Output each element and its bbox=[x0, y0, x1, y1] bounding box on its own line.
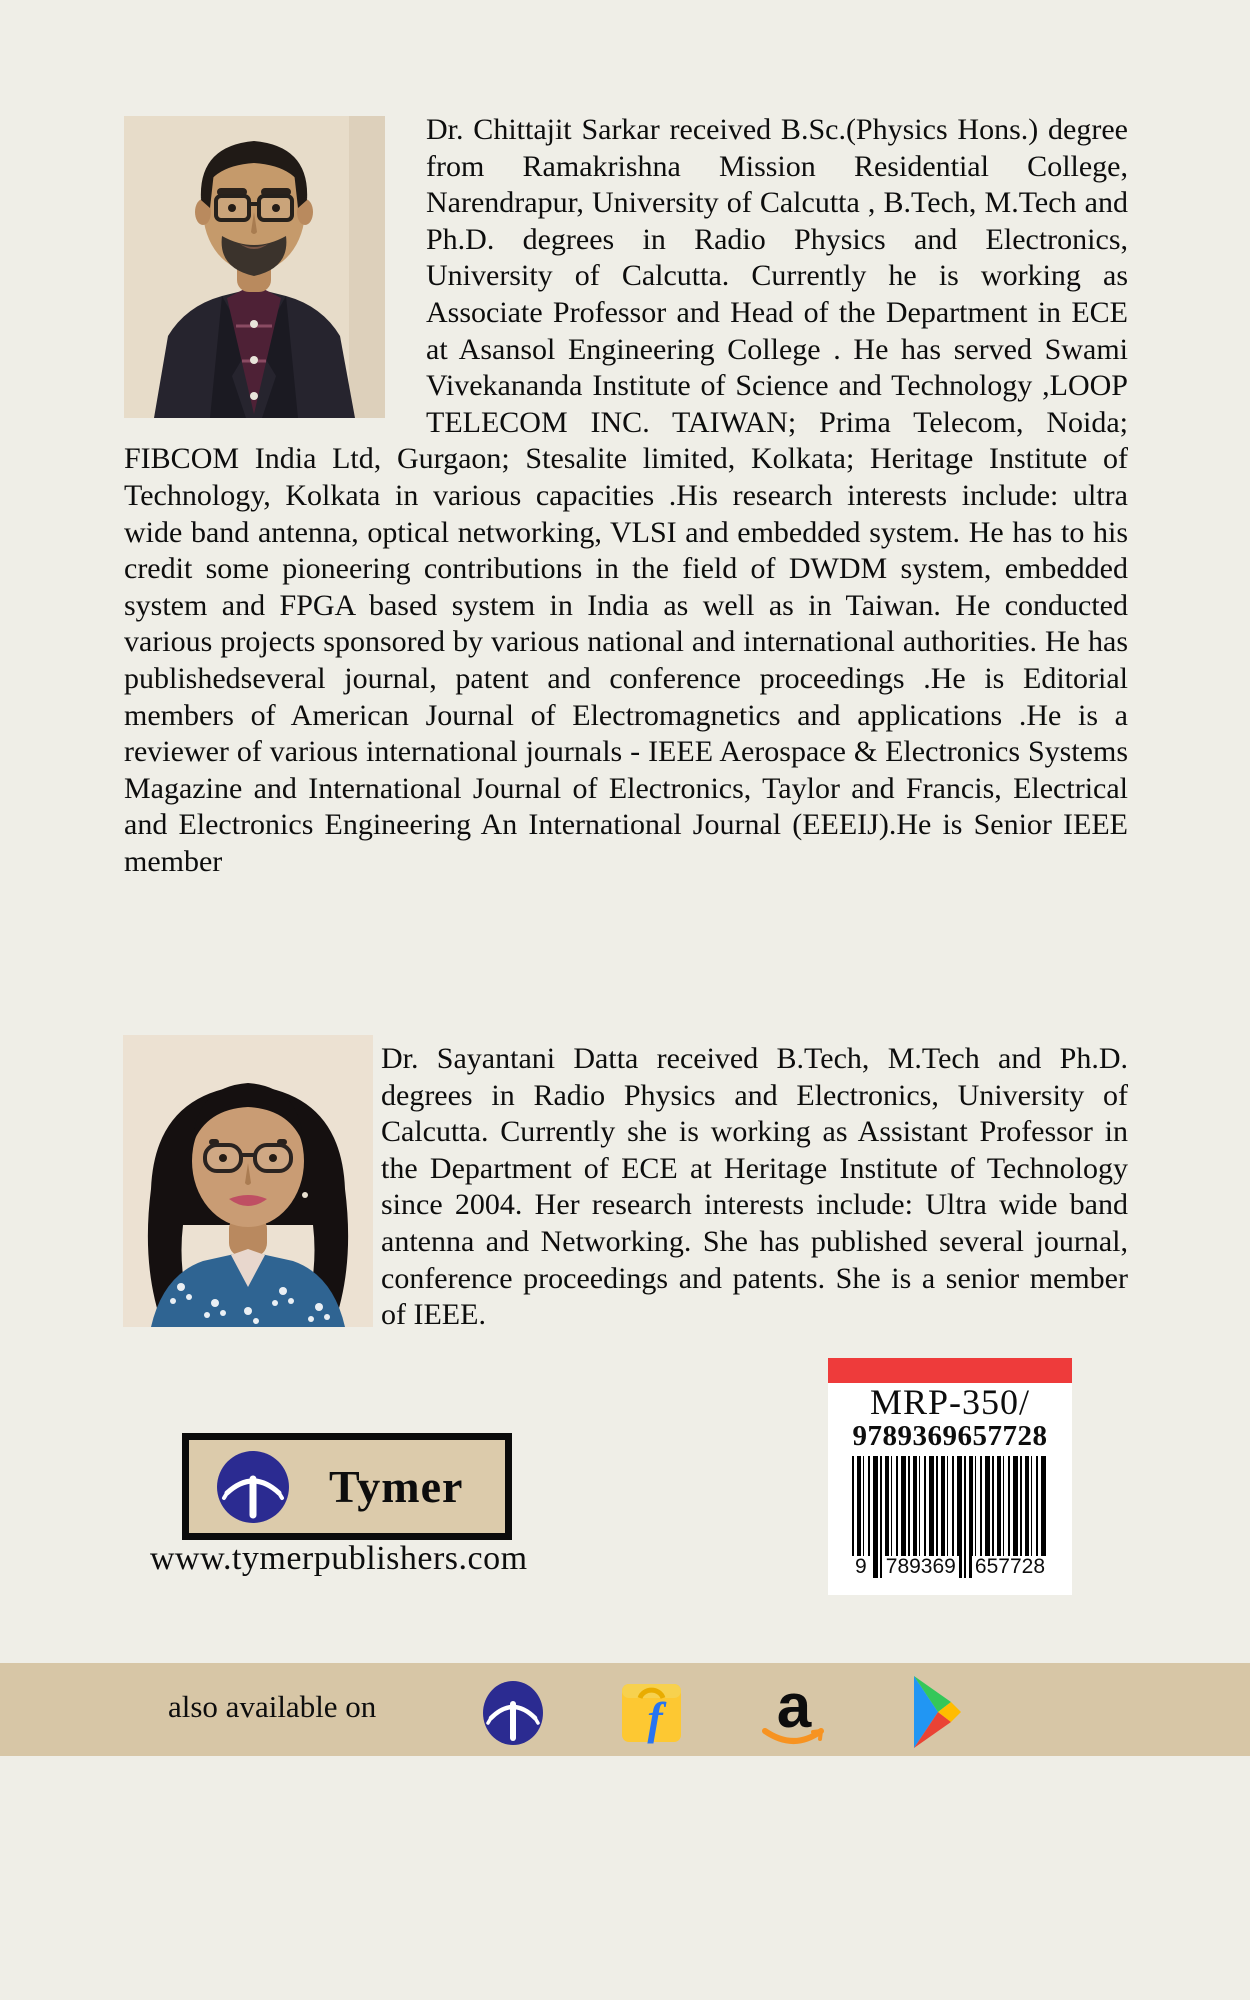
male-portrait-illustration bbox=[124, 116, 385, 418]
bio-sayantani-datta bbox=[123, 1035, 1128, 1334]
amazon-icon bbox=[757, 1677, 831, 1749]
google-play-icon bbox=[910, 1676, 965, 1748]
publisher-website: www.tymerpublishers.com bbox=[150, 1540, 528, 1577]
bio-chittajit-sarkar bbox=[124, 112, 1128, 880]
author-photo-sayantani-datta bbox=[123, 1035, 373, 1327]
price-barcode-box bbox=[828, 1358, 1072, 1595]
barcode-digit-left: 9 bbox=[852, 1556, 870, 1578]
tymer-logo-icon bbox=[215, 1449, 291, 1525]
tymer-icon bbox=[482, 1680, 544, 1746]
publisher-name: Tymer bbox=[329, 1461, 464, 1512]
bio-text-sayantani-datta: Dr. Sayantani Datta received B.Tech, M.Tech and Ph.D. degrees in Radio Physics and Electronics, University of Calcutta. Currently she is working as Assistant Professor in the Department of ECE at Heritage Institute of Technology since 2004. Her research interests include: Ultra wide band antenna and Networking. She has published several journal, conference proceedings and patents. She is a senior member of IEEE. bbox=[381, 1042, 1128, 1332]
publisher-logo-box bbox=[182, 1433, 512, 1540]
barcode-digit-group2: 657728 bbox=[972, 1556, 1048, 1578]
svg-text:f: f bbox=[647, 1693, 663, 1744]
availability-label: also available on bbox=[168, 1689, 377, 1724]
barcode-digits bbox=[852, 1556, 1048, 1578]
isbn-number: 9789369657728 bbox=[852, 1420, 1048, 1452]
availability-band bbox=[0, 1663, 1250, 1756]
author-photo-chittajit-sarkar bbox=[124, 116, 385, 418]
bio-text-chittajit-sarkar: Dr. Chittajit Sarkar received B.Sc.(Physics Hons.) degree from Ramakrishna Mission Residential College, Narendrapur, University of Calcutta , B.Tech, M.Tech and Ph.D. degrees in Radio Physics and Electronics, University of Calcutta. Currently he is working as Associate Professor and Head of the Department in ECE at Asansol Engineering College . He has served Swami Vivekananda Institute of Science and Technology ,LOOP TELECOM INC. TAIWAN; Prima Telecom, Noida; FIBCOM India Ltd, Gurgaon; Stesalite limited, Kolkata; Heritage Institute of Technology, Kolkata in various capacities .His research interests include: ultra wide band antenna, optical networking, VLSI and embedded system. He has to his credit some pioneering contributions in the field of DWDM system, embedded system and FPGA based system in India as well as in Taiwan. He conducted various projects sponsored by various national and international authorities. He has publishedseveral journal, patent and conference proceedings .He is Editorial members of American Journal of Electromagnetics and applications .He is a reviewer of various international journals - IEEE Aerospace & Electronics Systems Magazine and International Journal of Electronics, Taylor and Francis, Electrical and Electronics Engineering An International Journal (EEEIJ).He is Senior IEEE member bbox=[124, 113, 1128, 878]
flipkart-icon bbox=[618, 1676, 685, 1746]
mrp-label: MRP-350/ bbox=[869, 1382, 1031, 1422]
svg-text:a: a bbox=[776, 1677, 812, 1741]
barcode-digit-group1: 789369 bbox=[883, 1556, 959, 1578]
red-stripe bbox=[828, 1358, 1072, 1383]
barcode bbox=[852, 1456, 1048, 1578]
female-portrait-illustration bbox=[123, 1035, 373, 1327]
